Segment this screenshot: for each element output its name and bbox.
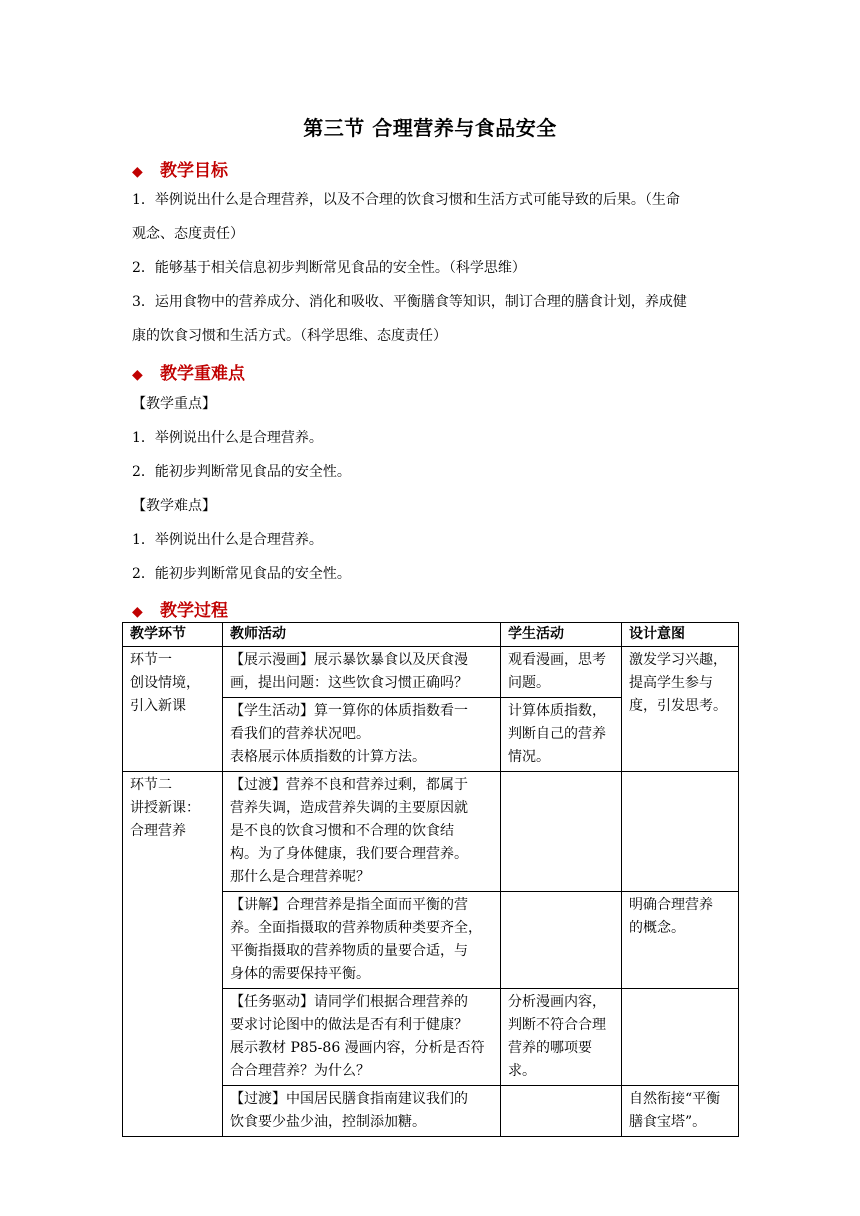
objective-line: 1．举例说出什么是合理营养，以及不合理的饮食习惯和生活方式可能导致的后果。（生命	[132, 192, 680, 208]
diamond-bullet-icon: ◆	[132, 164, 143, 180]
diamond-bullet-icon: ◆	[132, 604, 143, 620]
column-header: 学生活动	[501, 623, 622, 647]
student-activity-cell	[501, 772, 622, 892]
section-heading-objectives	[132, 156, 228, 181]
section-heading-key-points	[132, 359, 245, 384]
objective-line: 康的饮食习惯和生活方式。（科学思维、态度责任）	[132, 328, 447, 344]
table-row	[123, 772, 739, 892]
teacher-activity-cell: 【学生活动】算一算你的体质指数看一 看我们的营养状况吧。 表格展示体质指数的计算方法。	[223, 698, 501, 772]
teacher-activity-cell: 【讲解】合理营养是指全面而平衡的营 养。全面指摄取的营养物质种类要齐全， 平衡指摄取的营养物质的量要合适，与 身体的需要保持平衡。	[223, 892, 501, 989]
stage-cell: 环节二 讲授新课： 合理营养	[123, 772, 223, 1137]
section-heading-process	[132, 596, 228, 621]
teacher-activity-cell: 【任务驱动】请同学们根据合理营养的 要求讨论图中的做法是否有利于健康？ 展示教材 P85-86 漫画内容，分析是否符 合合理营养？为什么？	[223, 989, 501, 1086]
objective-line: 3．运用食物中的营养成分、消化和吸收、平衡膳食等知识，制订合理的膳食计划，养成健	[132, 294, 687, 310]
student-activity-cell	[501, 892, 622, 989]
table-row	[123, 647, 739, 698]
diamond-bullet-icon: ◆	[132, 367, 143, 383]
objective-line: 2．能够基于相关信息初步判断常见食品的安全性。（科学思维）	[132, 260, 526, 276]
objective-line: 观念、态度责任）	[132, 226, 244, 242]
key-point-line: 2．能初步判断常见食品的安全性。	[132, 464, 351, 480]
column-header: 设计意图	[622, 623, 739, 647]
section-heading-label: 教学重难点	[160, 364, 245, 384]
student-activity-cell: 观看漫画，思考 问题。	[501, 647, 622, 698]
design-intent-cell: 自然衔接“平衡 膳食宝塔”。	[622, 1086, 739, 1137]
table-header-row	[123, 623, 739, 647]
design-intent-cell	[622, 772, 739, 892]
student-activity-cell: 分析漫画内容， 判断不符合合理 营养的哪项要 求。	[501, 989, 622, 1086]
teacher-activity-cell: 【过渡】中国居民膳食指南建议我们的 饮食要少盐少油，控制添加糖。	[223, 1086, 501, 1137]
stage-cell: 环节一 创设情境， 引入新课	[123, 647, 223, 772]
student-activity-cell: 计算体质指数， 判断自己的营养 情况。	[501, 698, 622, 772]
teacher-activity-cell: 【展示漫画】展示暴饮暴食以及厌食漫 画，提出问题：这些饮食习惯正确吗？	[223, 647, 501, 698]
key-point-line: 1．举例说出什么是合理营养。	[132, 532, 323, 548]
column-header: 教学环节	[123, 623, 223, 647]
key-point-line: 2．能初步判断常见食品的安全性。	[132, 566, 351, 582]
document-title: 第三节 合理营养与食品安全	[303, 116, 557, 140]
design-intent-cell: 激发学习兴趣， 提高学生参与 度，引发思考。	[622, 647, 739, 772]
key-point-line: 【教学重点】	[132, 396, 216, 412]
section-heading-label: 教学过程	[160, 601, 228, 621]
column-header: 教师活动	[223, 623, 501, 647]
key-point-line: 【教学难点】	[132, 498, 216, 514]
design-intent-cell: 明确合理营养 的概念。	[622, 892, 739, 989]
student-activity-cell	[501, 1086, 622, 1137]
design-intent-cell	[622, 989, 739, 1086]
section-heading-label: 教学目标	[160, 161, 228, 181]
key-point-line: 1．举例说出什么是合理营养。	[132, 430, 323, 446]
teaching-process-table	[122, 622, 739, 1137]
teacher-activity-cell: 【过渡】营养不良和营养过剩，都属于 营养失调，造成营养失调的主要原因就 是不良的饮食习惯和不合理的饮食结 构。为了身体健康，我们要合理营养。 那什么是合理营养呢？	[223, 772, 501, 892]
